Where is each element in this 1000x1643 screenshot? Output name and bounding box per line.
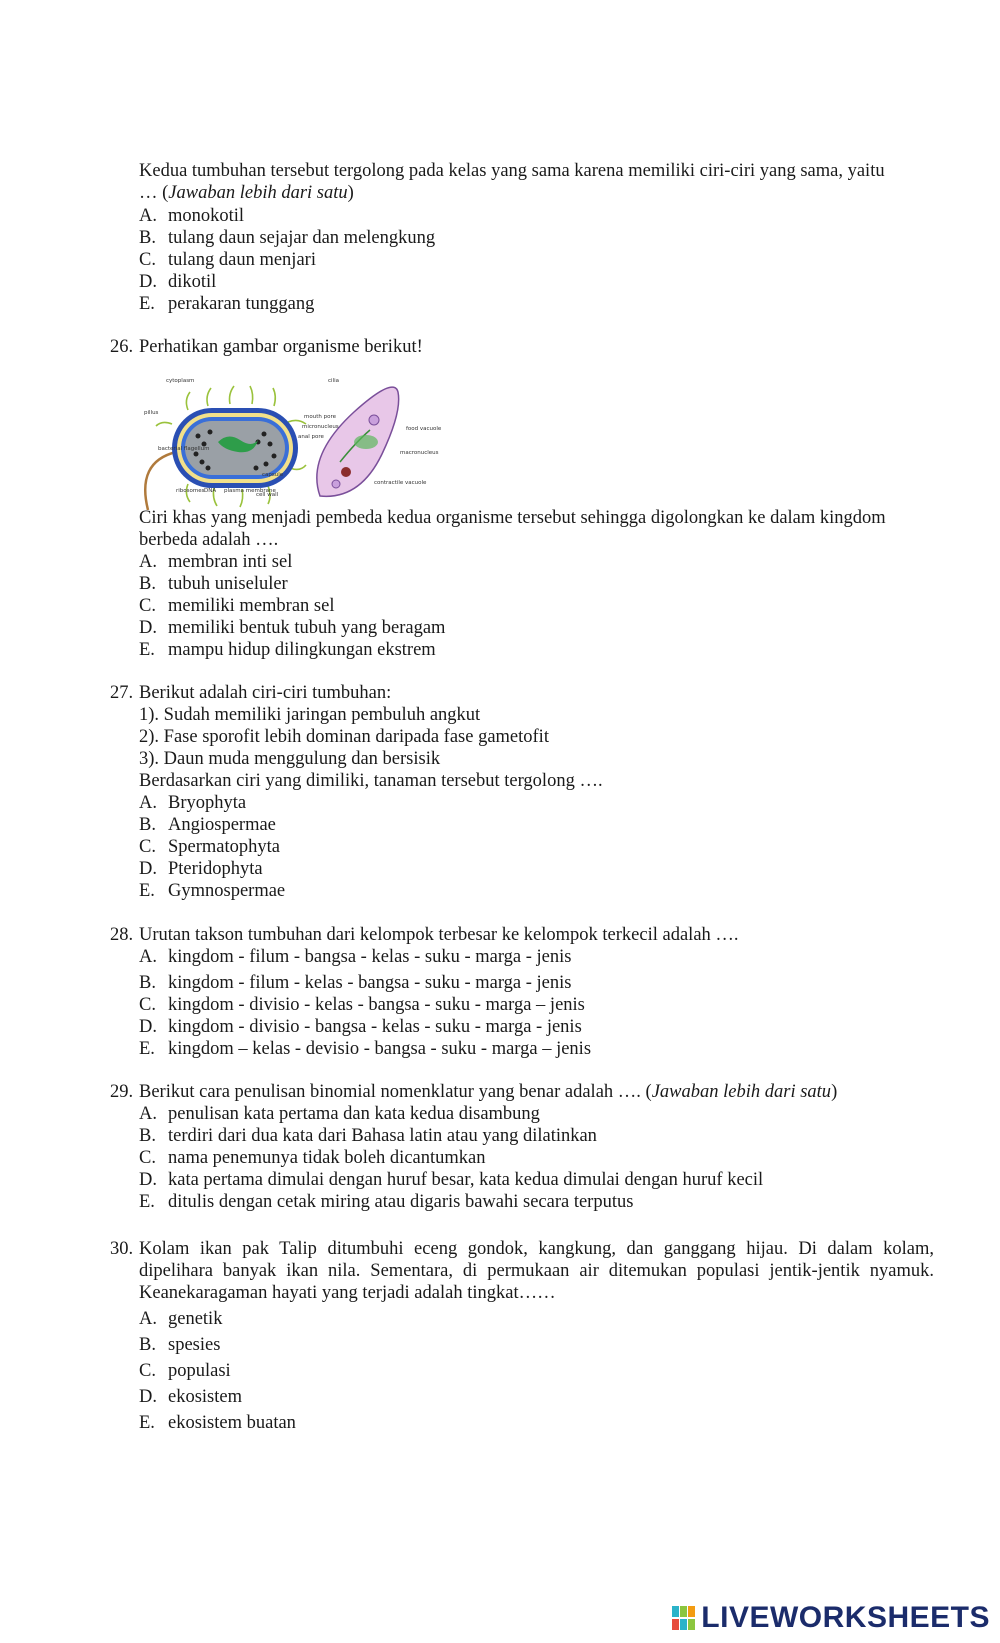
q30-option-e[interactable]: E. ekosistem buatan bbox=[139, 1413, 296, 1433]
q25-stem-line1: Kedua tumbuhan tersebut tergolong pada kelas yang sama karena memiliki ciri-ciri yang sama, yaitu bbox=[139, 161, 885, 181]
liveworksheets-brand-text: LIVEWORKSHEETS bbox=[701, 1601, 990, 1634]
q25-option-b[interactable]: B. tulang daun sejajar dan melengkung bbox=[139, 228, 436, 248]
q28-option-e[interactable]: E. kingdom – kelas - devisio - bangsa - suku - marga – jenis bbox=[139, 1039, 592, 1059]
svg-text:DNA: DNA bbox=[204, 488, 217, 494]
svg-text:food vacuole: food vacuole bbox=[406, 426, 442, 432]
q29-option-a[interactable]: A. penulisan kata pertama dan kata kedua disambung bbox=[139, 1104, 540, 1124]
q28-option-c[interactable]: C. kingdom - divisio - kelas - bangsa - suku - marga – jenis bbox=[139, 995, 585, 1015]
q26-option-b[interactable]: B. tubuh uniseluler bbox=[139, 574, 288, 594]
q27-trait-1: 1). Sudah memiliki jaringan pembuluh angkut bbox=[139, 705, 481, 725]
q29-option-c[interactable]: C. nama penemunya tidak boleh dicantumkan bbox=[139, 1148, 486, 1168]
q25-option-e[interactable]: E. perakaran tunggang bbox=[139, 294, 315, 314]
q25-option-c[interactable]: C. tulang daun menjari bbox=[139, 250, 316, 270]
q26-intro: 26. Perhatikan gambar organisme berikut! bbox=[110, 337, 423, 357]
q30-number: 30. bbox=[110, 1239, 134, 1259]
q26-option-d[interactable]: D. memiliki bentuk tubuh yang beragam bbox=[139, 618, 446, 638]
svg-text:ribosomes: ribosomes bbox=[176, 488, 205, 494]
q26-stem-line1: Ciri khas yang menjadi pembeda kedua organisme tersebut sehingga digolongkan ke dalam kingdom bbox=[139, 508, 886, 528]
q27-option-e[interactable]: E. Gymnospermae bbox=[139, 881, 286, 901]
svg-text:contractile vacuole: contractile vacuole bbox=[374, 480, 427, 486]
q27-intro: 27. Berikut adalah ciri-ciri tumbuhan: bbox=[110, 683, 392, 703]
svg-text:cilia: cilia bbox=[328, 378, 339, 384]
q26-stem-line2: berbeda adalah …. bbox=[139, 530, 279, 550]
liveworksheets-logo[interactable] bbox=[671, 1601, 990, 1635]
bacteria-paramecium-diagram bbox=[138, 372, 445, 510]
q30-option-a[interactable]: A. genetik bbox=[139, 1309, 223, 1329]
q30-option-d[interactable]: D. ekosistem bbox=[139, 1387, 242, 1407]
svg-text:plasma membrane: plasma membrane bbox=[224, 488, 276, 494]
q27-trait-3: 3). Daun muda menggulung dan bersisik bbox=[139, 749, 441, 769]
q29-stem: 29. Berikut cara penulisan binomial nomenklatur yang benar adalah …. (Jawaban lebih dari satu) bbox=[110, 1082, 838, 1102]
liveworksheets-logo-icon bbox=[671, 1605, 697, 1631]
q30-stem-line3: Keanekaragaman hayati yang terjadi adalah tingkat…… bbox=[139, 1283, 556, 1303]
q29-option-b[interactable]: B. terdiri dari dua kata dari Bahasa latin atau yang dilatinkan bbox=[139, 1126, 597, 1146]
q27-option-c[interactable]: C. Spermatophyta bbox=[139, 837, 281, 857]
q28-option-d[interactable]: D. kingdom - divisio - bangsa - kelas - suku - marga - jenis bbox=[139, 1017, 582, 1037]
q30-option-b[interactable]: B. spesies bbox=[139, 1335, 221, 1355]
q25-stem-line2: … (Jawaban lebih dari satu) bbox=[139, 183, 354, 203]
q30-stem-line1: Kolam ikan pak Talip ditumbuhi eceng gondok, kangkung, dan ganggang hijau. Di dalam kolam, bbox=[139, 1239, 934, 1259]
q28-option-b[interactable]: B. kingdom - filum - kelas - bangsa - suku - marga - jenis bbox=[139, 973, 572, 993]
q27-trait-2: 2). Fase sporofit lebih dominan daripada fase gametofit bbox=[139, 727, 549, 747]
q25-option-d[interactable]: D. dikotil bbox=[139, 272, 217, 292]
q26-option-e[interactable]: E. mampu hidup dilingkungan ekstrem bbox=[139, 640, 436, 660]
q29-option-e[interactable]: E. ditulis dengan cetak miring atau digaris bawahi secara terputus bbox=[139, 1192, 634, 1212]
paramecium-cell-diagram bbox=[298, 378, 442, 496]
q28-stem: 28. Urutan takson tumbuhan dari kelompok terbesar ke kelompok terkecil adalah …. bbox=[110, 925, 739, 945]
q29-option-d[interactable]: D. kata pertama dimulai dengan huruf besar, kata kedua dimulai dengan huruf kecil bbox=[139, 1170, 764, 1190]
q30-stem-line2: dipelihara banyak ikan nila. Sementara, di permukaan air ditemukan populasi jentik-jentik nyamuk. bbox=[139, 1261, 934, 1281]
q30-option-c[interactable]: C. populasi bbox=[139, 1361, 231, 1381]
svg-text:macronucleus: macronucleus bbox=[400, 450, 439, 456]
q25-option-a[interactable]: A. monokotil bbox=[139, 206, 245, 226]
q28-option-a[interactable]: A. kingdom - filum - bangsa - kelas - suku - marga - jenis bbox=[139, 947, 572, 967]
svg-text:pillus: pillus bbox=[144, 410, 159, 416]
svg-text:cell wall: cell wall bbox=[256, 492, 279, 498]
svg-text:capsule: capsule bbox=[262, 472, 284, 478]
q26-option-c[interactable]: C. memiliki membran sel bbox=[139, 596, 335, 616]
svg-text:cytoplasm: cytoplasm bbox=[166, 378, 195, 384]
svg-text:mouth pore: mouth pore bbox=[304, 414, 336, 420]
organism-figure bbox=[138, 372, 445, 510]
svg-text:anal pore: anal pore bbox=[298, 434, 324, 440]
q27-option-d[interactable]: D. Pteridophyta bbox=[139, 859, 263, 879]
svg-text:micronucleus: micronucleus bbox=[302, 424, 339, 430]
q27-option-a[interactable]: A. Bryophyta bbox=[139, 793, 247, 813]
q26-option-a[interactable]: A. membran inti sel bbox=[139, 552, 293, 572]
bacteria-cell-diagram bbox=[144, 378, 306, 510]
q27-option-b[interactable]: B. Angiospermae bbox=[139, 815, 276, 835]
svg-text:bacterial flagellum: bacterial flagellum bbox=[158, 446, 210, 452]
q27-stem: Berdasarkan ciri yang dimiliki, tanaman tersebut tergolong …. bbox=[139, 771, 603, 791]
